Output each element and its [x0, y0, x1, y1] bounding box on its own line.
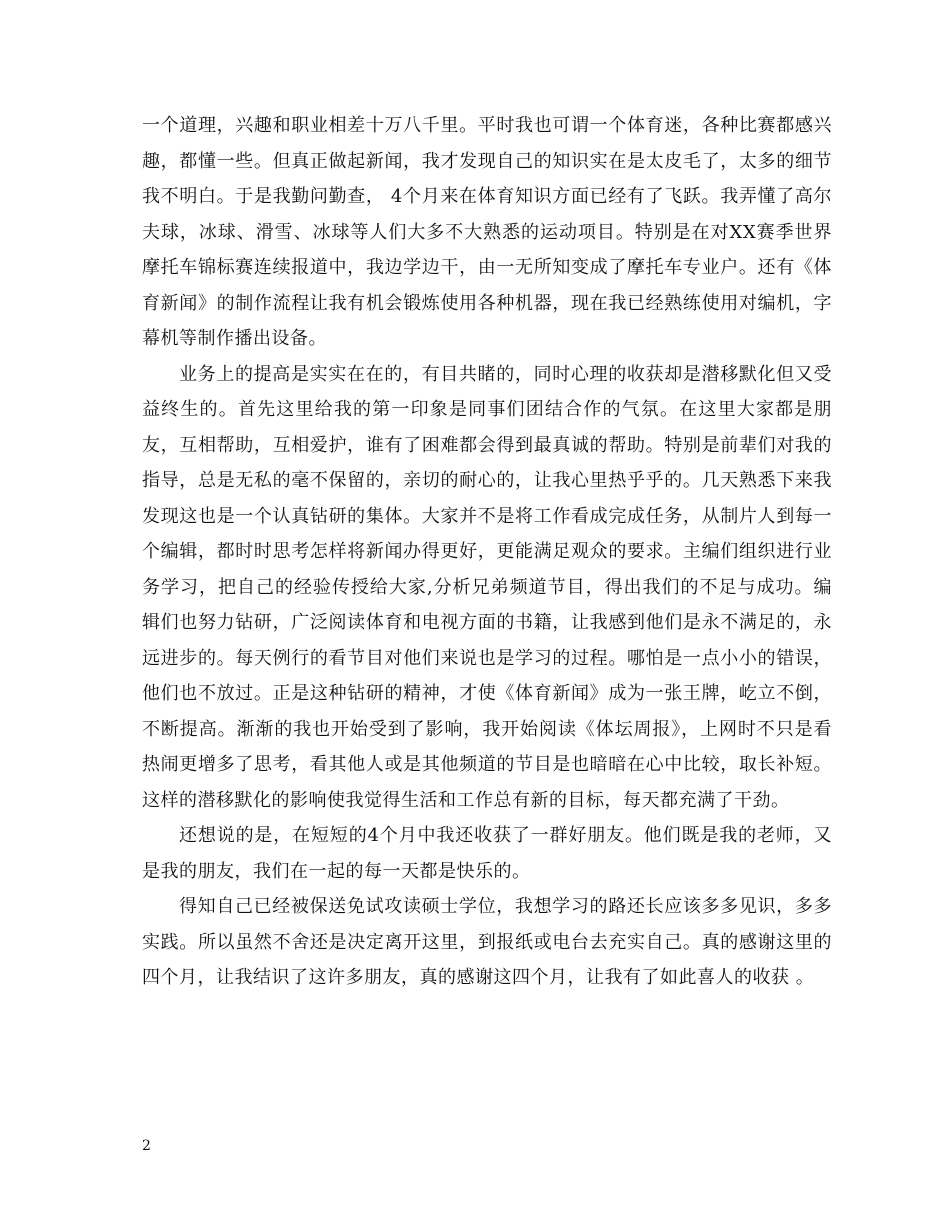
paragraph-1: 一个道理，兴趣和职业相差十万八千里。平时我也可谓一个体育迷，各种比赛都感兴趣，都懂一些。但真正做起新闻，我才发现自己的知识实在是太皮毛了，太多的细节我不明白。于是我勤问勤查， 4个月来在体育知识方面已经有了飞跃。我弄懂了高尔夫球，冰球、滑雪、冰球等人们大多不大熟悉的运动项目。特别是在对XX赛季世界摩托车锦标赛连续报道中，我边学边干，由一无所知变成了摩托车专业户。还有《体育新闻》的制作流程让我有机会锻炼使用各种机器，现在我已经熟练使用对编机，字幕机等制作播出设备。	[142, 115, 832, 349]
paragraph-2: 业务上的提高是实实在在的，有目共睹的，同时心理的收获却是潜移默化但又受益终生的。首先这里给我的第一印象是同事们团结合作的气氛。在这里大家都是朋友，互相帮助，互相爱护，谁有了困难都会得到最真诚的帮助。特别是前辈们对我的指导，总是无私的毫不保留的，亲切的耐心的，让我心里热乎乎的。几天熟悉下来我发现这也是一个认真钻研的集体。大家并不是将工作看成完成任务，从制片人到每一个编辑，都时时思考怎样将新闻办得更好，更能满足观众的要求。主编们组织进行业务学习，把自己的经验传授给大家,分析兄弟频道节目，得出我们的不足与成功。编辑们也努力钻研，广泛阅读体育和电视方面的书籍，让我感到他们是永不满足的，永远进步的。每天例行的看节目对他们来说也是学习的过程。哪怕是一点小小的错误，他们也不放过。正是这种钻研的精神，才使《体育新闻》成为一张王牌，屹立不倒，不断提高。渐渐的我也开始受到了影响，我开始阅读《体坛周报》，上网时不只是看热闹更增多了思考，看其他人或是其他频道的节目是也暗暗在心中比较，取长补短。这样的潜移默化的影响使我觉得生活和工作总有新的目标，每天都充满了干劲。	[142, 363, 832, 811]
body-text	[142, 108, 832, 996]
paragraph-4: 得知自己已经被保送免试攻读硕士学位，我想学习的路还长应该多多见识，多多实践。所以虽然不舍还是决定离开这里，到报纸或电台去充实自己。真的感谢这里的四个月，让我结识了这许多朋友，真的感谢这四个月，让我有了如此喜人的收获 。	[142, 896, 832, 988]
page-number: 2	[142, 1138, 151, 1154]
paragraph-3: 还想说的是，在短短的4个月中我还收获了一群好朋友。他们既是我的老师，又是我的朋友，我们在一起的每一天都是快乐的。	[142, 825, 832, 882]
